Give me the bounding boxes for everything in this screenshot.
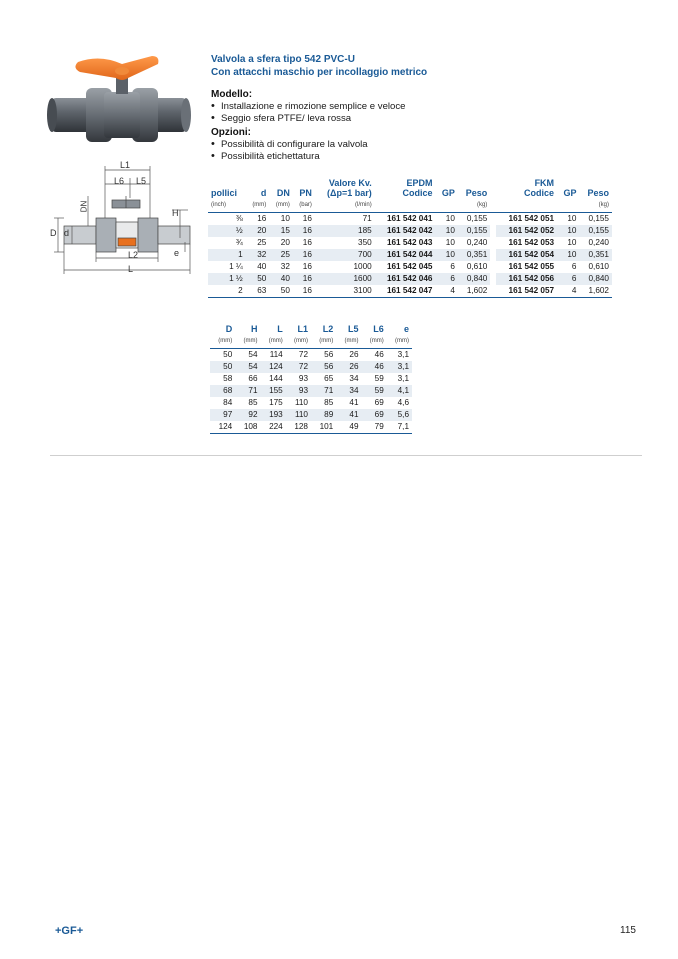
- col-kv-label: Valore Kv.: [328, 178, 372, 188]
- table-row: [210, 385, 412, 397]
- dimension-drawing: [50, 158, 200, 280]
- opzioni-heading: Opzioni:: [211, 127, 251, 138]
- list-item: • Seggio sfera PTFE/ leva rossa: [211, 113, 631, 125]
- table-cell: 71: [311, 385, 336, 397]
- table-cell: 15: [269, 225, 293, 237]
- table-cell: 161 542 055: [508, 262, 555, 271]
- col-peso-fkm: Peso: [587, 188, 609, 198]
- table-cell: 224: [261, 421, 286, 434]
- table-cell: 69: [362, 409, 387, 421]
- list-item: • Possibilità etichettatura: [211, 151, 631, 163]
- table-cell: 34: [349, 374, 359, 383]
- table-cell: 6: [557, 273, 579, 285]
- table-cell: 161 542 056: [496, 273, 557, 285]
- table-cell: ⅜: [235, 214, 243, 223]
- table-cell: 16: [302, 214, 312, 223]
- unit-cell: (kg): [579, 198, 612, 213]
- unit-cell: (mm): [261, 334, 286, 349]
- table-cell: 58: [223, 374, 233, 383]
- label-L: L: [128, 264, 134, 274]
- table-cell: 40: [257, 262, 267, 271]
- table-cell: 41: [336, 409, 361, 421]
- table-cell: 25: [257, 238, 267, 247]
- table-cell: 0,351: [579, 249, 612, 261]
- table-cell: 10: [557, 225, 579, 237]
- table-cell: 50: [269, 285, 293, 298]
- table-cell: 144: [269, 374, 283, 383]
- gf-logo: +GF+: [55, 925, 84, 937]
- label-d: d: [64, 228, 70, 238]
- table-cell: 41: [349, 398, 359, 407]
- unit-cell: (mm): [246, 198, 270, 213]
- table-cell: 0,155: [466, 214, 488, 223]
- unit-cell: (mm): [269, 198, 293, 213]
- table-cell: 1 ½: [208, 273, 246, 285]
- table-cell: 32: [246, 249, 270, 261]
- table-cell: 0,155: [579, 225, 612, 237]
- table-cell: 66: [248, 374, 258, 383]
- col-epdm: [375, 178, 436, 198]
- table-cell: 193: [261, 409, 286, 421]
- modello-list: [211, 101, 631, 125]
- table-cell: 175: [269, 398, 283, 407]
- table-cell: 72: [298, 350, 308, 359]
- table-cell: 65: [324, 374, 334, 383]
- table-cell: 20: [280, 238, 290, 247]
- table-cell: 161 542 047: [375, 285, 436, 298]
- table-cell: 6: [571, 262, 577, 271]
- col-gp-fkm: GP: [563, 188, 577, 198]
- table-cell: 16: [293, 225, 315, 237]
- table-cell: 1,602: [579, 285, 612, 298]
- table-cell: 10: [445, 238, 455, 247]
- table-cell: ¾: [235, 238, 243, 247]
- col-fkm-label: FKM: [534, 178, 555, 188]
- table-row: [208, 213, 612, 226]
- table-cell: 10: [445, 214, 455, 223]
- table-cell: 1: [208, 249, 246, 261]
- table-unit-row: [210, 334, 412, 349]
- table-cell: 26: [349, 350, 359, 359]
- table-cell: 1,602: [458, 285, 490, 298]
- table-cell: 1000: [353, 262, 372, 271]
- table-cell: 69: [374, 398, 384, 407]
- table-header-row: [208, 178, 612, 198]
- table-cell: 0,351: [458, 249, 490, 261]
- table-cell: 161 542 045: [386, 262, 433, 271]
- table-cell: 32: [280, 262, 290, 271]
- unit-cell: (l/min): [315, 198, 375, 213]
- table-cell: 56: [324, 350, 334, 359]
- table-cell: 16: [293, 273, 315, 285]
- table-cell: 10: [567, 238, 577, 247]
- table-cell: 34: [336, 385, 361, 397]
- modello-heading: Modello:: [211, 89, 253, 100]
- col-fkm: [496, 178, 557, 198]
- table-cell: 59: [374, 374, 384, 383]
- page-number: 115: [620, 925, 636, 936]
- unit-cell: (mm): [311, 334, 336, 349]
- table-cell: 16: [293, 285, 315, 298]
- col-L1: L1: [297, 324, 308, 334]
- table-cell: 50: [223, 350, 233, 359]
- table-cell: 2: [208, 285, 246, 298]
- table-cell: 124: [210, 421, 235, 434]
- table-cell: 46: [362, 361, 387, 373]
- table-cell: 93: [298, 374, 308, 383]
- table-cell: 185: [315, 225, 375, 237]
- unit-cell: (mm): [387, 334, 412, 349]
- label-L1: L1: [120, 160, 131, 170]
- table-row: [208, 261, 612, 273]
- table-row: [208, 249, 612, 261]
- table-cell: 71: [235, 385, 260, 397]
- table-cell: 4: [557, 285, 579, 298]
- table-cell: 3,1: [397, 350, 409, 359]
- table-cell: 6: [435, 273, 457, 285]
- unit-cell: [496, 198, 557, 213]
- table-cell: 85: [324, 398, 334, 407]
- opzioni-list: [211, 139, 631, 163]
- col-fkm-label2: Codice: [524, 188, 555, 198]
- col-kv: [315, 178, 375, 198]
- unit-cell: (mm): [362, 334, 387, 349]
- table-cell: 49: [336, 421, 361, 434]
- modello-section: [211, 89, 631, 163]
- table-cell: 20: [246, 225, 270, 237]
- list-item: • Possibilità di configurare la valvola: [211, 139, 631, 151]
- dimensions-table: [210, 324, 412, 434]
- table-cell: 10: [435, 225, 457, 237]
- table-cell: 114: [269, 350, 283, 359]
- col-e: e: [403, 324, 409, 334]
- table-cell: 0,155: [458, 225, 490, 237]
- table-cell: 4,1: [387, 385, 412, 397]
- table-row: [210, 373, 412, 385]
- section-divider: [50, 455, 642, 456]
- table-cell: 63: [246, 285, 270, 298]
- table-row: [210, 409, 412, 421]
- table-cell: 161 542 051: [508, 214, 555, 223]
- table-cell: 16: [293, 249, 315, 261]
- col-peso-epdm: Peso: [465, 188, 488, 198]
- col-D: D: [225, 324, 233, 334]
- col-kv-label2: (Δp=1 bar): [326, 188, 372, 198]
- table-cell: 4,6: [397, 398, 409, 407]
- table-cell: 54: [248, 350, 258, 359]
- table-unit-row: [208, 198, 612, 213]
- table-cell: 101: [311, 421, 336, 434]
- table-cell: 124: [261, 361, 286, 373]
- table-cell: 161 542 044: [375, 249, 436, 261]
- col-L: L: [277, 324, 283, 334]
- table-cell: 50: [246, 273, 270, 285]
- unit-cell: (mm): [235, 334, 260, 349]
- table-cell: 25: [269, 249, 293, 261]
- table-cell: 10: [280, 214, 290, 223]
- label-e: e: [174, 248, 180, 258]
- table-cell: ½: [208, 225, 246, 237]
- table-cell: 0,240: [466, 238, 488, 247]
- col-L5: L5: [347, 324, 359, 334]
- table-cell: 0,610: [466, 262, 488, 271]
- label-DN: DN: [79, 200, 89, 213]
- table-cell: 161 542 054: [496, 249, 557, 261]
- unit-cell: [435, 198, 457, 213]
- table-cell: 161 542 041: [386, 214, 433, 223]
- col-epdm-label: EPDM: [406, 178, 433, 188]
- col-d: d: [260, 188, 267, 198]
- table-cell: 85: [248, 398, 258, 407]
- table-cell: 350: [358, 238, 372, 247]
- table-cell: 40: [269, 273, 293, 285]
- table-cell: 16: [302, 238, 312, 247]
- col-pollici: pollici: [211, 188, 238, 198]
- table-cell: 108: [235, 421, 260, 434]
- table-cell: 54: [235, 361, 260, 373]
- table-cell: 3,1: [387, 361, 412, 373]
- label-D: D: [50, 228, 57, 238]
- table-cell: 97: [210, 409, 235, 421]
- table-cell: 161 542 042: [375, 225, 436, 237]
- col-gp-epdm: GP: [441, 188, 455, 198]
- title-line-2: Con attacchi maschio per incollaggio metrico: [211, 67, 428, 78]
- unit-cell: (inch): [208, 198, 246, 213]
- table-cell: 0,155: [588, 214, 609, 223]
- table-cell: 1 ¼: [229, 262, 243, 271]
- table-cell: 1600: [315, 273, 375, 285]
- table-cell: 5,6: [387, 409, 412, 421]
- table-cell: 700: [315, 249, 375, 261]
- col-H: H: [251, 324, 258, 334]
- table-cell: 161 542 052: [496, 225, 557, 237]
- valve-photo: [40, 48, 200, 148]
- table-cell: 0,610: [588, 262, 609, 271]
- table-cell: 155: [261, 385, 286, 397]
- title-line-1: Valvola a sfera tipo 542 PVC-U: [211, 54, 355, 65]
- table-cell: 128: [286, 421, 311, 434]
- table-cell: 89: [311, 409, 336, 421]
- table-cell: 7,1: [387, 421, 412, 434]
- table-cell: 26: [336, 361, 361, 373]
- table-row: [210, 361, 412, 373]
- unit-cell: [375, 198, 436, 213]
- unit-cell: (mm): [336, 334, 361, 349]
- product-title: [211, 53, 631, 79]
- label-L5: L5: [136, 176, 147, 186]
- table-cell: 46: [374, 350, 384, 359]
- table-cell: 50: [210, 361, 235, 373]
- table-cell: 161 542 046: [375, 273, 436, 285]
- table-cell: 93: [286, 385, 311, 397]
- table-cell: 3100: [315, 285, 375, 298]
- table-row: [210, 421, 412, 434]
- table-cell: 92: [235, 409, 260, 421]
- table-row: [208, 273, 612, 285]
- table-cell: 0,840: [579, 273, 612, 285]
- unit-cell: (bar): [293, 198, 315, 213]
- table-row: [208, 237, 612, 249]
- table-cell: 10: [567, 214, 577, 223]
- table-row: [208, 225, 612, 237]
- table-cell: 110: [286, 409, 311, 421]
- table-cell: 59: [362, 385, 387, 397]
- col-L2: L2: [322, 324, 334, 334]
- table-header-row: [210, 324, 412, 334]
- unit-cell: (mm): [210, 334, 235, 349]
- spec-table: [208, 178, 612, 298]
- label-H: H: [172, 208, 179, 218]
- list-item: • Installazione e rimozione semplice e veloce: [211, 101, 631, 113]
- col-dn: DN: [276, 188, 290, 198]
- col-pn: PN: [299, 188, 312, 198]
- table-cell: 16: [302, 262, 312, 271]
- table-cell: 110: [294, 398, 308, 407]
- table-cell: 56: [311, 361, 336, 373]
- table-cell: 0,840: [458, 273, 490, 285]
- label-L2: L2: [128, 250, 139, 260]
- label-L6: L6: [114, 176, 125, 186]
- table-row: [210, 349, 412, 362]
- unit-cell: (mm): [286, 334, 311, 349]
- table-cell: 161 542 043: [386, 238, 433, 247]
- table-cell: 6: [450, 262, 455, 271]
- unit-cell: [557, 198, 579, 213]
- table-cell: 16: [257, 214, 267, 223]
- unit-cell: (kg): [458, 198, 490, 213]
- table-cell: 68: [210, 385, 235, 397]
- table-row: [210, 397, 412, 409]
- table-cell: 10: [557, 249, 579, 261]
- table-cell: 84: [223, 398, 233, 407]
- table-cell: 3,1: [397, 374, 409, 383]
- table-cell: 72: [286, 361, 311, 373]
- table-cell: 161 542 053: [508, 238, 555, 247]
- table-cell: 0,240: [588, 238, 609, 247]
- table-cell: 71: [362, 214, 372, 223]
- table-row: [208, 285, 612, 298]
- col-epdm-label2: Codice: [402, 188, 433, 198]
- table-cell: 10: [435, 249, 457, 261]
- col-L6: L6: [373, 324, 384, 334]
- table-cell: 4: [435, 285, 457, 298]
- table-cell: 161 542 057: [496, 285, 557, 298]
- table-cell: 79: [362, 421, 387, 434]
